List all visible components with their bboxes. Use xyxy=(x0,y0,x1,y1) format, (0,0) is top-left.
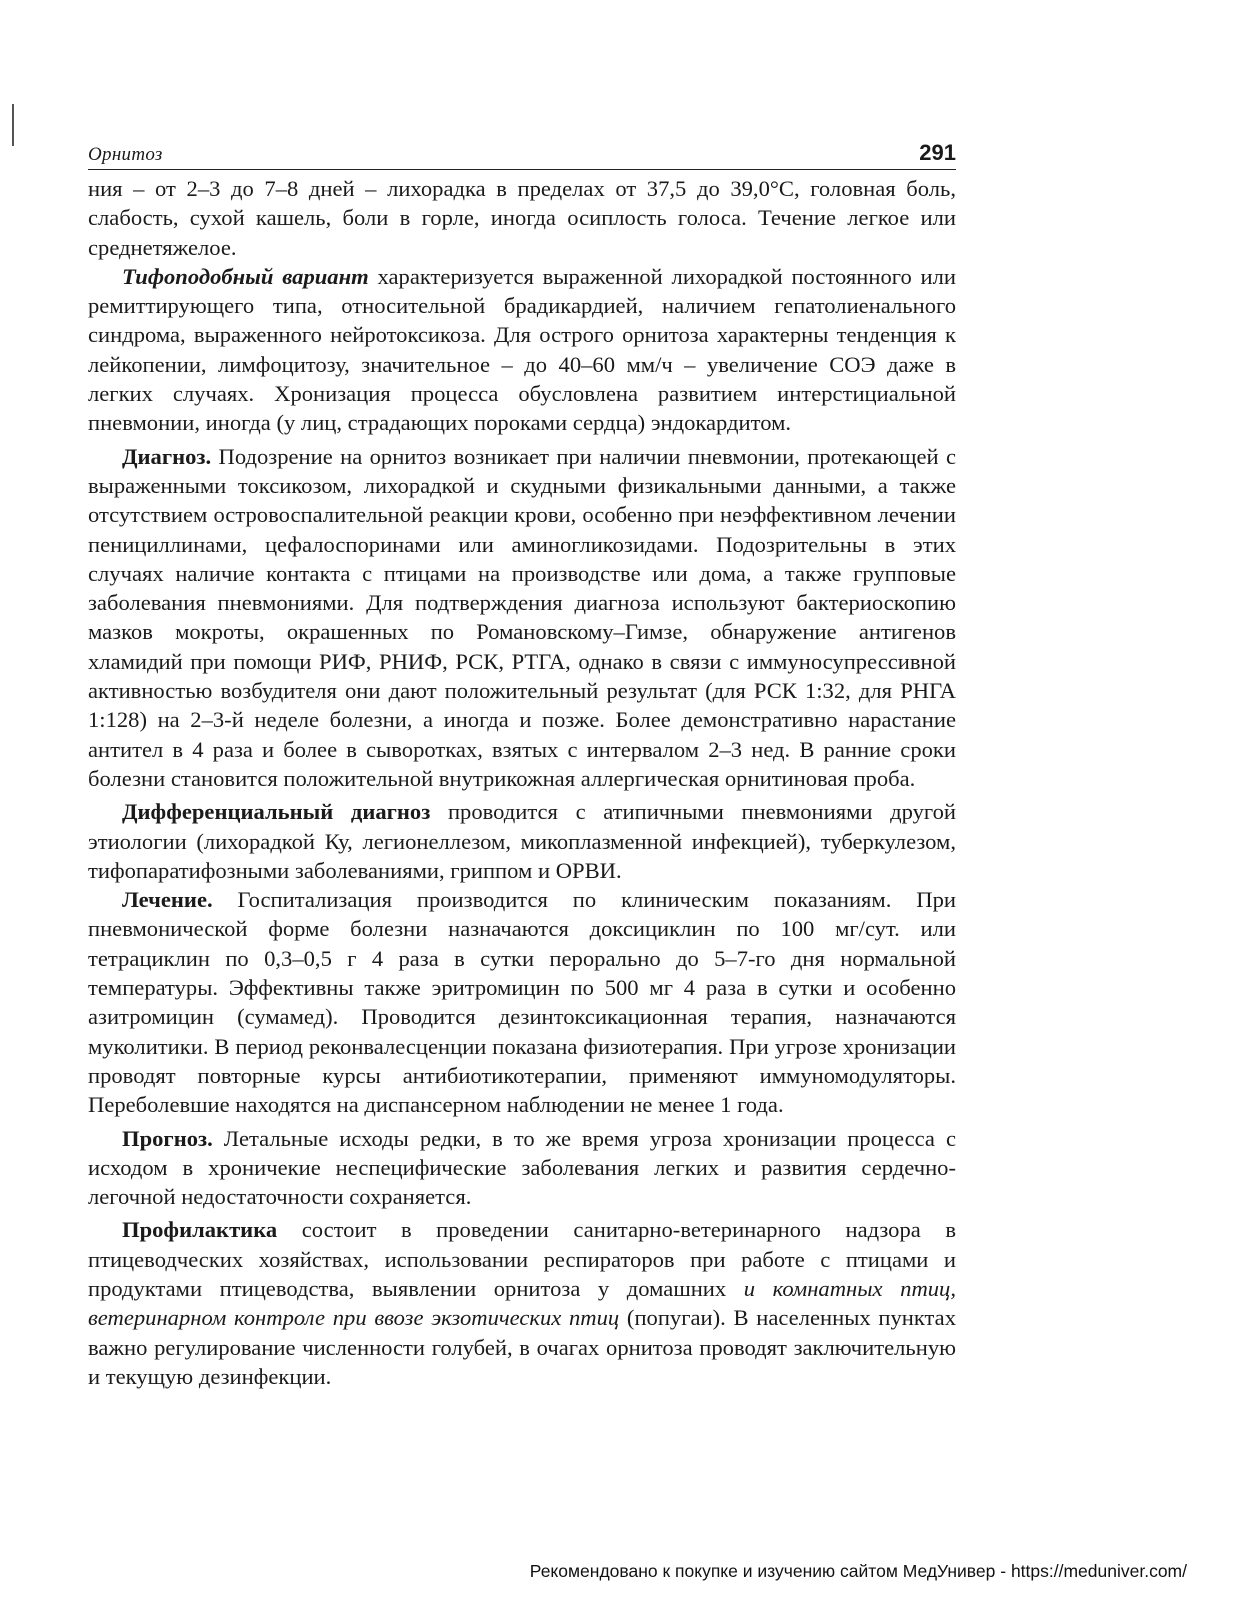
paragraph-lead: Прогноз. xyxy=(122,1125,213,1151)
paragraph-continuation xyxy=(88,174,956,262)
paragraph-differential-diagnosis xyxy=(88,797,956,885)
paragraph-prevention xyxy=(88,1215,956,1391)
scan-edge-mark xyxy=(12,104,14,146)
body-text xyxy=(88,174,956,1391)
paragraph-lead: Профилактика xyxy=(122,1217,278,1243)
paragraph-diagnosis xyxy=(88,442,956,794)
footer-recommendation xyxy=(530,1561,1187,1582)
paragraph-lead: Тифоподобный вариант xyxy=(122,263,369,289)
paragraph-text-after: (попугаи). В населенных пунктах важно регулирование численности голубей, в очагах орнитоза проводят заключительную и текущую дезинфекции. xyxy=(88,1305,957,1389)
paragraph-text: проводится с атипичными пневмониями другой этиологии (лихорадкой Ку, легионеллезом, микоплазменной инфекцией), туберкулезом, тифопаратифозными заболеваниями, гриппом и ОРВИ. xyxy=(88,799,956,883)
paragraph-italic-text: и комнатных птиц, ветеринарном контроле при ввозе экзотических птиц xyxy=(88,1275,956,1331)
paragraph-text: Госпитализация производится по клиническим показаниям. При пневмонической форме болезни назначаются доксициклин по 100 мг/сут. или тетрациклин по 0,3–0,5 г 4 раза в сутки перорально до 5–7-го дня нормальной температуры. Эффективны также эритромицин по 500 мг 4 раза в сутки и особенно азитромицин (сумамед). Проводится дезинтоксикационная терапия, назначаются муколитики. В период реконвалесценции показана физиотерапия. При угрозе хронизации проводят повторные курсы антибиотикотерапии, применяют иммуномодуляторы. Переболевшие находятся на диспансерном наблюдении не менее 1 года. xyxy=(88,887,956,1118)
page-number: 291 xyxy=(919,140,956,165)
paragraph-lead: Дифференциальный диагноз xyxy=(122,799,431,825)
running-title: Орнитоз xyxy=(88,144,163,165)
paragraph-text: Подозрение на орнитоз возникает при наличии пневмонии, протекающей с выраженными токсикозом, лихорадкой и скудными физикальными данными, а также отсутствием островоспалительной реакции крови, особенно при неэффективном лечении пенициллинами, цефалоспоринами или аминогликозидами. Подозрительны в этих случаях наличие контакта с птицами на производстве или дома, а также групповые заболевания пневмониями. Для подтверждения диагноза используют бактериоскопию мазков мокроты, окрашенных по Романовскому–Гимзе, обнаружение антигенов хламидий при помощи РИФ, РНИФ, РСК, РТГА, однако в связи с иммуносупрессивной активностью возбудителя они дают положительный результат (для РСК 1:32, для РНГА 1:128) на 2–3-й неделе болезни, а иногда и позже. Более демонстративно нарастание антител в 4 раза и более в сыворотках, взятых с интервалом 2–3 нед. В ранние сроки болезни становится положительной внутрикожная аллергическая орнитиновая проба. xyxy=(88,443,956,791)
paragraph-text: Летальные исходы редки, в то же время угроза хронизации процесса с исходом в хроничекие неспецифические заболевания легких и развития сердечно-легочной недостаточности сохраняется. xyxy=(88,1125,956,1210)
paragraph-text: состоит в проведении санитарно-ветеринарного надзора в птицеводческих хозяйствах, использовании респираторов при работе с птицами и продуктами птицеводства, выявлении орнитоза у домашних xyxy=(88,1217,956,1301)
book-page xyxy=(88,140,956,1391)
paragraph-typhoid-variant xyxy=(88,262,956,438)
paragraph-treatment xyxy=(88,885,956,1119)
paragraph-lead: Диагноз. xyxy=(122,443,212,469)
footer-text: Рекомендовано к покупке и изучению сайтом МедУнивер - xyxy=(529,1561,1011,1581)
paragraph-text: характеризуется выраженной лихорадкой постоянного или ремиттирующего типа, относительной брадикардией, наличием гепатолиенального синдрома, выраженного нейротоксикоза. Для острого орнитоза характерны тенденция к лейкопении, лимфоцитозу, значительное – до 40–60 мм/ч – увеличение СОЭ даже в легких случаях. Хронизация процесса обусловлена развитием интерстициальной пневмонии, иногда (у лиц, страдающих пороками сердца) эндокардитом. xyxy=(88,263,956,436)
footer-link[interactable]: https://meduniver.com/ xyxy=(1010,1561,1187,1581)
paragraph-text: ния – от 2–3 до 7–8 дней – лихорадка в пределах от 37,5 до 39,0°С, головная боль, слабость, сухой кашель, боли в горле, иногда осиплость голоса. Течение легкое или среднетяжелое. xyxy=(88,176,956,260)
paragraph-lead: Лечение. xyxy=(122,887,213,913)
paragraph-prognosis xyxy=(88,1124,956,1212)
running-header xyxy=(88,140,956,170)
